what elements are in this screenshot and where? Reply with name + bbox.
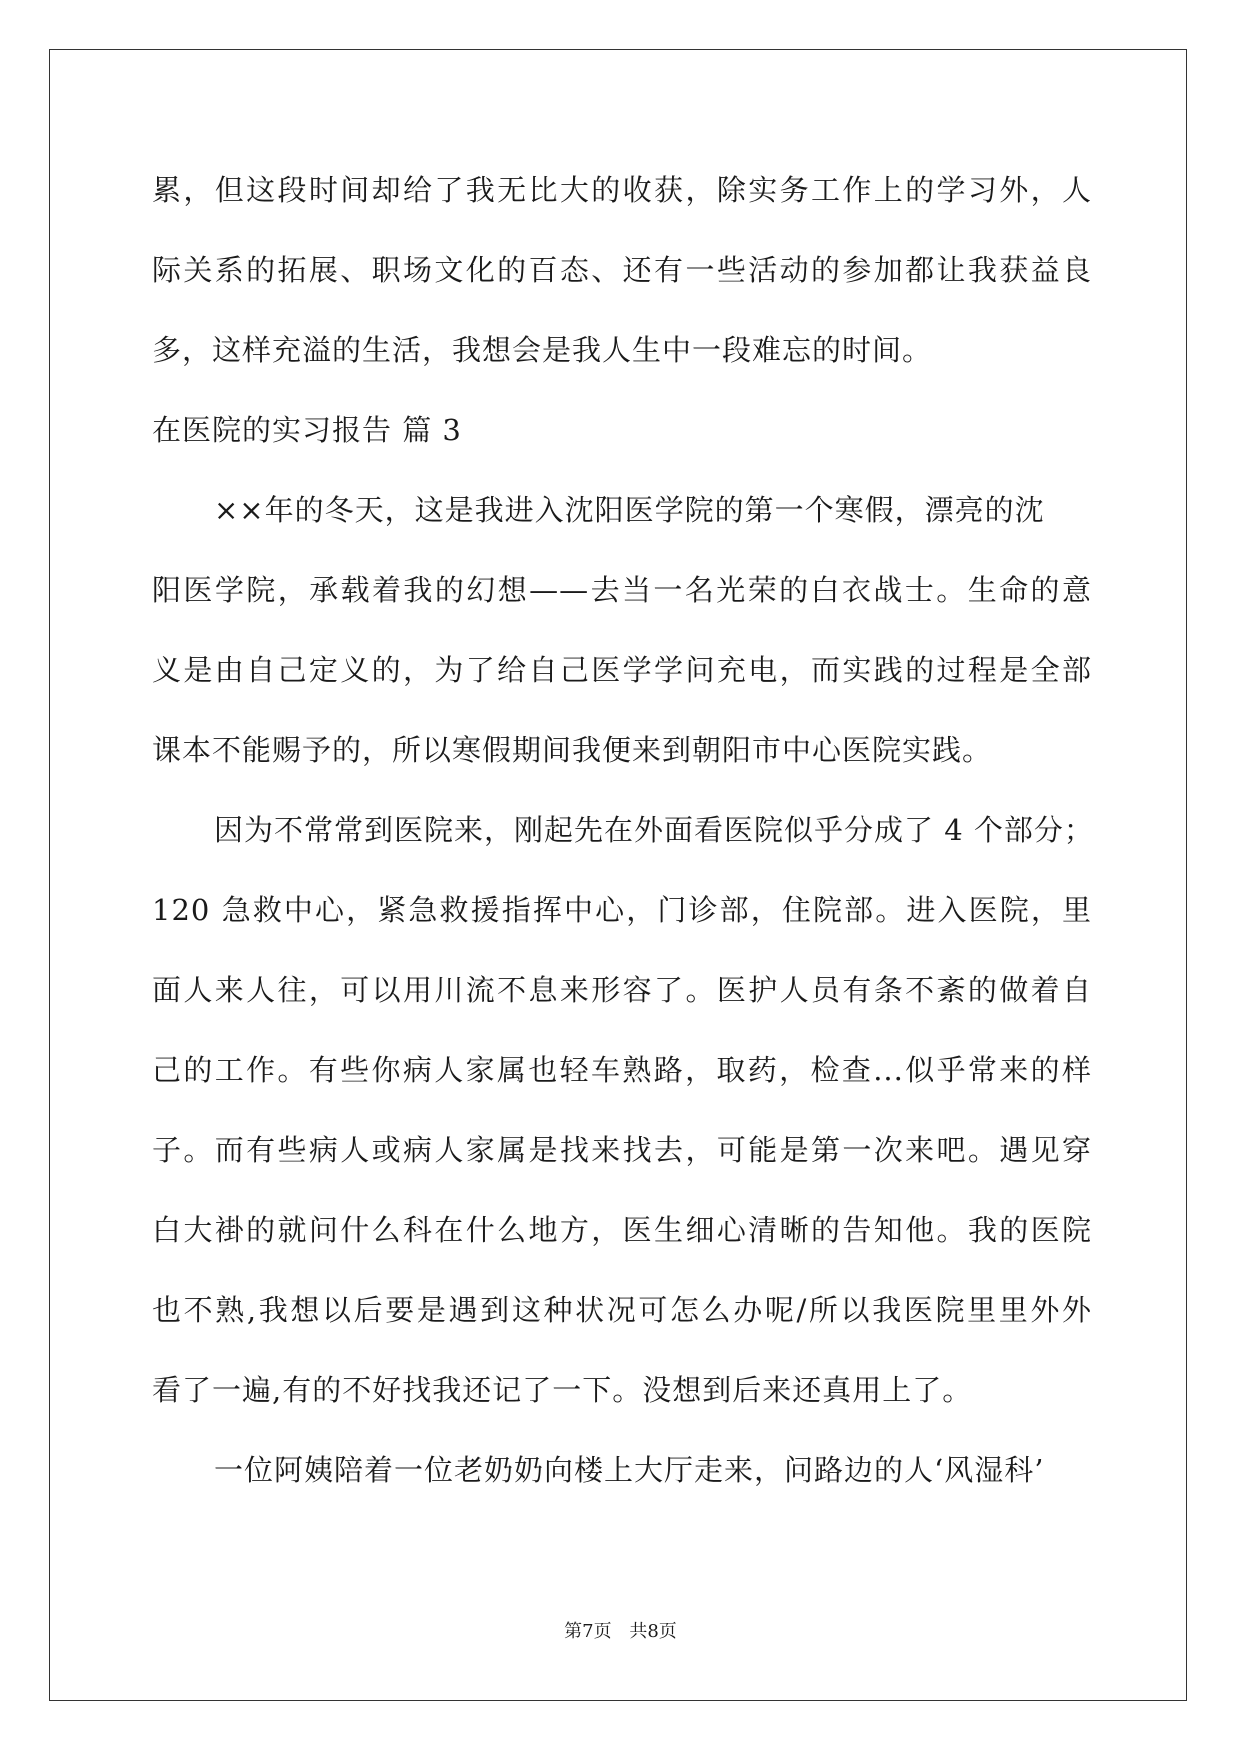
page-total: 共8页	[629, 1621, 677, 1642]
text-line: 120 急救中心，紧急救援指挥中心，门诊部，住院部。进入医院，里	[152, 893, 1092, 927]
text-line: 面人来人往，可以用川流不息来形容了。医护人员有条不紊的做着自	[152, 973, 1092, 1007]
text-line: 义是由自己定义的，为了给自己医学学问充电，而实践的过程是全部	[152, 653, 1092, 687]
paragraph-first-line: 因为不常常到医院来，刚起先在外面看医院似乎分成了 4 个部分；	[214, 813, 1094, 847]
paragraph-first-line: ××年的冬天，这是我进入沈阳医学院的第一个寒假，漂亮的沈	[214, 493, 1045, 527]
page-number: 第7页	[564, 1621, 612, 1642]
text-line: 也不熟,我想以后要是遇到这种状况可怎么办呢/所以我医院里里外外	[152, 1293, 1092, 1327]
text-line: 子。而有些病人或病人家属是找来找去，可能是第一次来吧。遇见穿	[152, 1133, 1092, 1167]
text-line: 白大褂的就问什么科在什么地方，医生细心清晰的告知他。我的医院	[152, 1213, 1092, 1247]
text-line: 多，这样充溢的生活，我想会是我人生中一段难忘的时间。	[152, 333, 933, 367]
text-line: 己的工作。有些你病人家属也轻车熟路，取药，检查...似乎常来的样	[152, 1053, 1092, 1087]
section-heading: 在医院的实习报告 篇 3	[152, 413, 462, 447]
text-line: 课本不能赐予的，所以寒假期间我便来到朝阳市中心医院实践。	[152, 733, 993, 767]
text-line: 累，但这段时间却给了我无比大的收获，除实务工作上的学习外，人	[152, 173, 1092, 207]
text-line: 际关系的拓展、职场文化的百态、还有一些活动的参加都让我获益良	[152, 253, 1092, 287]
text-line: 阳医学院，承载着我的幻想——去当一名光荣的白衣战士。生命的意	[152, 573, 1092, 607]
text-line: 看了一遍,有的不好找我还记了一下。没想到后来还真用上了。	[152, 1373, 973, 1407]
paragraph-first-line: 一位阿姨陪着一位老奶奶向楼上大厅走来，问路边的人‘风湿科’	[214, 1453, 1045, 1487]
page-footer	[0, 1620, 1241, 1644]
